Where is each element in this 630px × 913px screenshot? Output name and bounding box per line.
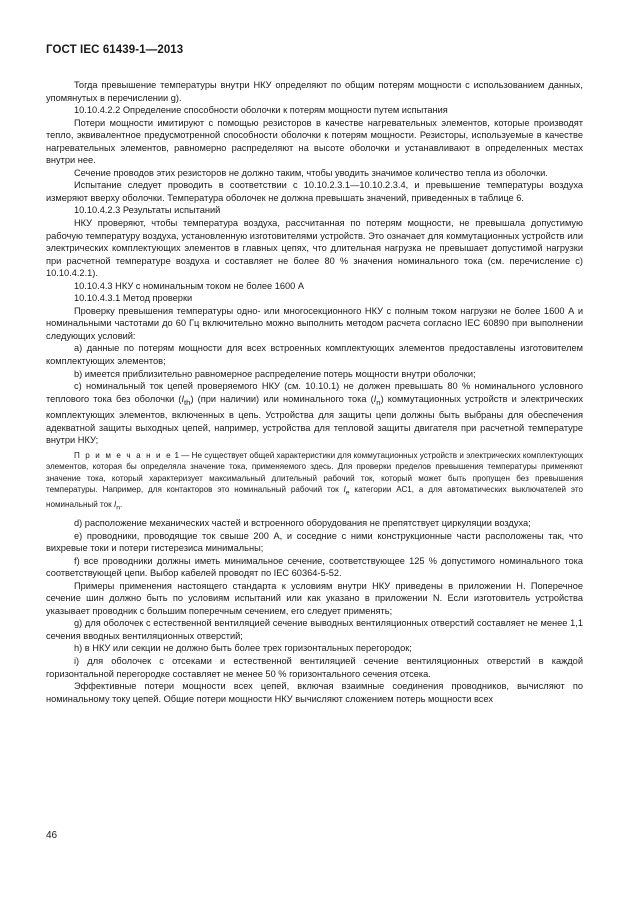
paragraph: Тогда превышение температуры внутри НКУ определяют по общим потерям мощности с использованием данных, упомянутых в перечислении g).: [46, 80, 583, 103]
text-run: ) коммутационных устройств и электрических комплектующих элементов, включенных в цепь. Устройства для защиты цепи должны быть выбраны для обеспечения адекватной защиты выходных цепей, например, устройства для тепловой защиты двигателя при расчетной температуре внутри НКУ;: [46, 393, 583, 446]
note-label: П р и м е ч а н и е: [74, 450, 173, 460]
current-symbol: I: [343, 484, 346, 494]
paragraph: Эффективные потери мощности всех цепей, включая взаимные соединения проводников, вычисляют по номинальному току цепей. Общие потери мощности НКУ вычисляют сложением потерь мощности всех: [46, 681, 583, 704]
subscript: n: [116, 504, 120, 512]
subscript: th: [184, 397, 191, 407]
section-heading: 10.10.4.3.1 Метод проверки: [74, 293, 193, 304]
list-item: f) все проводники должны иметь минимальное сечение, соответствующее 125 % допустимого номинального тока соответствующей цепи. Выбор кабелей проводят по IEC 60364-5-52.: [46, 555, 583, 579]
paragraph: Испытание следует проводить в соответствии с 10.10.2.3.1—10.10.2.3.4, и превышение температуры воздуха измеряют вверху оболочки. Температура оболочек не должна превышать значений, приведенных в таблице 6.: [46, 180, 583, 203]
list-item: d) расположение механических частей и встроенного оборудования не препятствует циркуляции воздуха;: [74, 517, 531, 528]
current-symbol: I: [113, 499, 117, 509]
paragraph: НКУ проверяют, чтобы температура воздуха, рассчитанная по потерям мощности, не превышала допустимую рабочую температуру воздуха, установленную изготовителями устройств. Это означает для коммутационных устройств или электрических комплектующих элементов в главных цепях, что длительная нагрузка не превышает допустимой нагрузки при расчетной температуре воздуха и составляет не более 80 % значения номинального тока (см. перечисление с) 10.10.4.2.1).: [46, 218, 583, 279]
subscript: e: [345, 489, 350, 497]
section-heading: 10.10.4.2.2 Определение способности оболочки к потерям мощности путем испытания: [74, 105, 448, 116]
text-run: 1 — Не существует общей характеристики для коммутационных устройств и электрических комплектующих элементов, которая бы определяла значение тока, применяемого здесь. Для проверки пределов превышения температуры применяют значение тока, который характеризует максимальный длительный рабочий ток, который может быть пропущен без превышения температуры. Например, для контакторов это номинальный рабочий ток: [46, 450, 583, 494]
document-body: [46, 79, 583, 705]
text-run: с) номинальный ток цепей проверяемого НКУ (см. 10.10.1) не должен превышать 80 % номинального условного теплового тока без оболочки (: [46, 381, 583, 404]
paragraph: Сечение проводов этих резисторов не должно таким, чтобы уводить значимое количество тепла из оболочки.: [74, 167, 548, 178]
list-item: g) для оболочек с естественной вентиляцией сечение выводных вентиляционных отверстий составляет не менее 1,1 сечения вводных вентиляционных отверстий;: [46, 618, 583, 641]
note: [46, 450, 583, 514]
list-item: а) данные по потерям мощности для всех встроенных комплектующих элементов предоставлены изготовителем комплектующих элементов;: [46, 343, 583, 367]
list-item: b) имеется приблизительно равномерное распределение потерь мощности внутри оболочки;: [74, 368, 476, 379]
page-number: 46: [46, 830, 58, 841]
list-item: h) в НКУ или секции не должно быть более трех горизонтальных перегородок;: [74, 643, 412, 654]
document-header: ГОСТ IEC 61439-1—2013: [46, 44, 184, 56]
list-item-c: [46, 380, 583, 447]
section-heading: 10.10.4.3 НКУ с номинальным током не более 1600 А: [74, 280, 305, 291]
list-item: е) проводники, проводящие ток свыше 200 А, и соседние с ними конструкционные части расположены так, что вихревые токи и потери гистерезиса минимальны;: [46, 530, 583, 554]
paragraph: Проверку превышения температуры одно- или многосекционного НКУ с полным током нагрузки не более 1600 А и номинальными частотами до 60 Гц включительно можно выполнить методом расчета согласно IEC 60890 при выполнении следующих условий:: [46, 305, 583, 341]
section-heading: 10.10.4.2.3 Результаты испытаний: [74, 205, 221, 216]
subscript: n: [376, 397, 381, 407]
current-symbol: I: [373, 393, 377, 404]
text-run: .: [119, 499, 123, 509]
paragraph: Потери мощности имитируют с помощью резисторов в качестве нагревательных элементов, которые производят тепло, эквивалентное предусмотренной способности оболочки к потерям мощности. Резисторы, используемые в качестве нагревательных элементов, равномерно распределяют на высоте оболочки и устанавливают в определенных местах внутри нее.: [46, 117, 583, 166]
current-symbol: I: [181, 393, 185, 404]
paragraph: Примеры применения настоящего стандарта к условиям внутри НКУ приведены в приложении Н. Поперечное сечение шин должно быть по условиям испытаний или как указано в приложении N. Если изготовитель устройства указывает проводник с большим поперечным сечением, его следует применять;: [46, 580, 583, 616]
text-run: ) (при наличии) или номинального тока (: [190, 393, 374, 404]
list-item: i) для оболочек с отсеками и естественной вентиляцией сечение вентиляционных отверстий в каждой горизонтальной перегородке составляет не менее 50 % горизонтального сечения отсека.: [46, 655, 583, 679]
text-run: категории АС1, а для автоматических выключателей это номинальный ток: [46, 484, 583, 509]
